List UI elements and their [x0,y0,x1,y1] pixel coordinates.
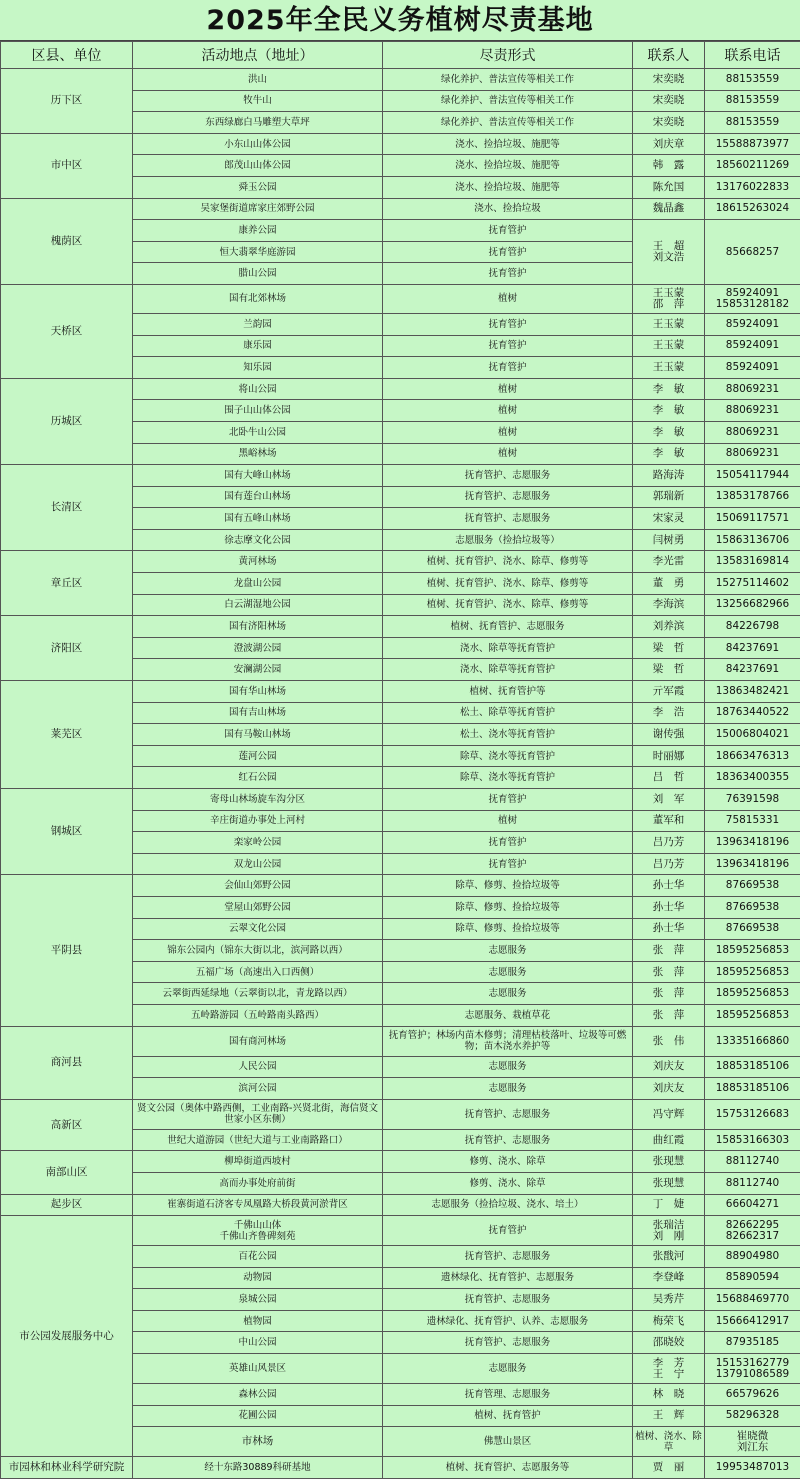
place-cell: 康养公园 [133,220,383,242]
form-cell: 植树 [383,421,633,443]
place-cell: 吴家堡街道席家庄郊野公园 [133,198,383,220]
phone-cell: 18363400355 [705,767,800,789]
form-cell: 修剪、浇水、除草 [383,1172,633,1194]
phone-cell: 15666412917 [705,1310,800,1332]
place-cell: 英雄山风景区 [133,1354,383,1384]
place-cell: 北卧牛山公园 [133,421,383,443]
place-cell: 国有大峰山林场 [133,465,383,487]
form-cell: 抚育管护 [383,1216,633,1246]
form-cell: 抚育管护、志愿服务 [383,1129,633,1151]
contact-cell: 吕乃芳 [633,832,705,854]
contact-cell: 邵晓姣 [633,1332,705,1354]
form-cell: 除草、修剪、捡拾垃圾等 [383,875,633,897]
contact-cell: 王玉蒙 [633,313,705,335]
phone-cell: 76391598 [705,789,800,811]
contact-cell: 谢传强 [633,724,705,746]
table-row [1,875,800,897]
contact-cell: 张 伟 [633,1026,705,1056]
form-cell: 抚育管护 [383,789,633,811]
form-cell: 植树 [383,810,633,832]
form-cell: 志愿服务 [383,1354,633,1384]
district-cell: 高新区 [1,1099,133,1151]
table-row [1,1457,800,1479]
phone-cell: 66604271 [705,1194,800,1216]
phone-cell: 15069117571 [705,508,800,530]
contact-cell: 冯守辉 [633,1099,705,1129]
form-cell: 植树、抚育管护、浇水、除草、修剪等 [383,551,633,573]
form-cell: 松土、浇水等抚育管护 [383,724,633,746]
place-cell: 辛庄街道办事处上河村 [133,810,383,832]
contact-cell: 宋奕晓 [633,112,705,134]
place-cell: 国有吉山林场 [133,702,383,724]
form-cell: 植树、抚育管护、浇水、除草、修剪等 [383,594,633,616]
phone-cell: 18595256853 [705,940,800,962]
table-row [1,551,800,573]
form-cell: 植树 [383,400,633,422]
place-cell: 堂屋山郊野公园 [133,896,383,918]
contact-cell: 魏晶鑫 [633,198,705,220]
place-cell: 栾家岭公园 [133,832,383,854]
district-cell: 章丘区 [1,551,133,616]
place-cell: 国有济阳林场 [133,616,383,638]
header-place: 活动地点（地址） [133,42,383,69]
form-cell: 植树 [383,284,633,313]
place-cell: 安澜湖公园 [133,659,383,681]
phone-cell: 88069231 [705,400,800,422]
place-cell: 徐志摩文化公园 [133,529,383,551]
district-cell: 市公园发展服务中心 [1,1216,133,1457]
form-cell: 植树、抚育管护、志愿服务 [383,616,633,638]
district-cell: 历城区 [1,378,133,464]
district-cell: 长清区 [1,465,133,551]
place-cell: 森林公园 [133,1384,383,1406]
phone-cell: 85924091 15853128182 [705,284,800,313]
phone-cell: 88112740 [705,1151,800,1173]
phone-cell: 15753126683 [705,1099,800,1129]
district-cell: 商河县 [1,1026,133,1099]
contact-cell: 林 晓 [633,1384,705,1406]
place-cell: 黄河林场 [133,551,383,573]
form-cell: 抚育管护 [383,853,633,875]
place-cell: 滨河公园 [133,1078,383,1100]
form-cell: 抚育管护、志愿服务 [383,1332,633,1354]
table-row [1,465,800,487]
form-cell: 志愿服务 [383,940,633,962]
contact-cell: 郭瑞新 [633,486,705,508]
table-row [1,284,800,313]
phone-cell: 84226798 [705,616,800,638]
contact-cell: 韩 露 [633,155,705,177]
place-cell: 白云湖湿地公园 [133,594,383,616]
form-cell: 抚育管护、志愿服务 [383,465,633,487]
place-cell: 黑峪林场 [133,443,383,465]
phone-cell: 85924091 [705,313,800,335]
contact-cell: 王 辉 [633,1405,705,1427]
contact-cell: 孙士华 [633,918,705,940]
place-cell: 五岭路游园（五岭路南头路西） [133,1004,383,1026]
contact-cell: 董军和 [633,810,705,832]
district-cell: 南部山区 [1,1151,133,1194]
form-cell: 植树、抚育管护、浇水、除草、修剪等 [383,573,633,595]
form-cell: 浇水、捡拾垃圾、施肥等 [383,176,633,198]
contact-cell: 李登峰 [633,1267,705,1289]
form-cell: 抚育管护 [383,313,633,335]
form-cell: 抚育管护 [383,220,633,242]
phone-cell: 87669538 [705,875,800,897]
contact-cell: 张 萍 [633,961,705,983]
contact-cell: 李 敏 [633,421,705,443]
form-cell: 志愿服务（捡拾垃圾等） [383,529,633,551]
header-phone: 联系电话 [705,42,800,69]
district-cell: 市中区 [1,133,133,198]
phone-cell: 85924091 [705,335,800,357]
contact-cell: 李海滨 [633,594,705,616]
phone-cell: 13256682966 [705,594,800,616]
form-cell: 绿化养护、普法宣传等相关工作 [383,90,633,112]
form-cell: 抚育管护、志愿服务 [383,1246,633,1268]
place-cell: 云翠街西延绿地（云翠街以北，青龙路以西） [133,983,383,1005]
contact-cell: 张 萍 [633,983,705,1005]
place-cell: 国有五峰山林场 [133,508,383,530]
phone-cell: 88153559 [705,112,800,134]
phone-cell: 87669538 [705,896,800,918]
phone-cell: 15275114602 [705,573,800,595]
place-cell: 动物园 [133,1267,383,1289]
district-cell: 起步区 [1,1194,133,1216]
contact-cell: 吕 哲 [633,767,705,789]
phone-cell: 18615263024 [705,198,800,220]
form-cell: 抚育管护 [383,335,633,357]
phone-cell: 18853185106 [705,1078,800,1100]
place-cell: 龙盘山公园 [133,573,383,595]
place-cell: 会仙山郊野公园 [133,875,383,897]
contact-cell: 吕乃芳 [633,853,705,875]
contact-cell: 梁 哲 [633,659,705,681]
form-cell: 抚育管护 [383,241,633,263]
contact-cell: 宋奕晓 [633,90,705,112]
place-cell: 郎茂山山体公园 [133,155,383,177]
place-cell: 红石公园 [133,767,383,789]
form-cell: 抚育管护、志愿服务 [383,486,633,508]
phone-cell: 15153162779 13791086589 [705,1354,800,1384]
phone-cell: 58296328 [705,1405,800,1427]
phone-cell: 15054117944 [705,465,800,487]
district-cell: 市园林和林业科学研究院 [1,1457,133,1479]
place-cell: 双龙山公园 [133,853,383,875]
header-person: 联系人 [633,42,705,69]
district-cell: 济阳区 [1,616,133,681]
contact-cell: 梅荣飞 [633,1310,705,1332]
place-cell: 小东山山体公园 [133,133,383,155]
form-cell: 修剪、浇水、除草 [383,1151,633,1173]
contact-cell: 亓军霞 [633,681,705,703]
planting-base-table [0,41,800,1479]
phone-cell: 88069231 [705,378,800,400]
contact-cell: 李 浩 [633,702,705,724]
table-row [1,378,800,400]
place-cell: 国有商河林场 [133,1026,383,1056]
place-cell: 国有马鞍山林场 [133,724,383,746]
phone-cell: 88112740 [705,1172,800,1194]
contact-cell: 陈允国 [633,176,705,198]
form-cell: 志愿服务 [383,983,633,1005]
form-cell: 浇水、除草等抚育管护 [383,659,633,681]
form-cell: 植树 [383,378,633,400]
phone-cell: 88904980 [705,1246,800,1268]
phone-cell: 18595256853 [705,983,800,1005]
phone-cell: 13853178766 [705,486,800,508]
contact-cell: 时丽娜 [633,745,705,767]
place-cell: 锦东公园内（锦东大街以北，滨河路以西） [133,940,383,962]
place-cell: 舜玉公园 [133,176,383,198]
place-cell: 世纪大道游园（世纪大道与工业南路路口） [133,1129,383,1151]
form-cell: 抚育管护 [383,263,633,285]
form-cell: 抚育管护 [383,832,633,854]
contact-cell: 李 敏 [633,400,705,422]
place-cell: 腊山公园 [133,263,383,285]
phone-cell: 13176022833 [705,176,800,198]
phone-cell: 13335166860 [705,1026,800,1056]
form-cell: 绿化养护、普法宣传等相关工作 [383,112,633,134]
phone-cell: 84237691 [705,637,800,659]
form-cell: 抚育管护 [383,357,633,379]
form-cell: 植树 [383,443,633,465]
phone-cell: 85924091 [705,357,800,379]
contact-cell: 丁 婕 [633,1194,705,1216]
contact-cell: 刘庆章 [633,133,705,155]
district-cell: 历下区 [1,69,133,134]
place-cell: 莲河公园 [133,745,383,767]
form-cell: 抚育管理、志愿服务 [383,1384,633,1406]
form-cell: 抚育管护、志愿服务 [383,1099,633,1129]
form-cell: 植树、抚育管护 [383,1405,633,1427]
phone-cell: 13863482421 [705,681,800,703]
place-cell: 柳埠街道西坡村 [133,1151,383,1173]
contact-cell: 刘庆友 [633,1056,705,1078]
contact-cell: 刘 军 [633,789,705,811]
phone-cell: 18595256853 [705,1004,800,1026]
table-body [1,69,800,1479]
table-row [1,1151,800,1173]
form-cell: 浇水、除草等抚育管护 [383,637,633,659]
table-row [1,133,800,155]
contact-cell: 吴秀芹 [633,1289,705,1311]
phone-cell: 88069231 [705,443,800,465]
form-cell: 抚育管护、志愿服务 [383,508,633,530]
form-cell: 浇水、捡拾垃圾、施肥等 [383,133,633,155]
table-row [1,1194,800,1216]
contact-cell: 张现慧 [633,1172,705,1194]
place-cell: 知乐园 [133,357,383,379]
contact-cell: 董 勇 [633,573,705,595]
contact-cell: 张 萍 [633,940,705,962]
form-cell: 除草、浇水等抚育管护 [383,767,633,789]
phone-cell: 19953487013 [705,1457,800,1479]
table-row [1,1216,800,1246]
contact-cell: 李光雷 [633,551,705,573]
form-cell: 抚育管护；林场内苗木修剪；清理枯枝落叶、垃圾等可燃物；苗木浇水养护等 [383,1026,633,1056]
district-cell: 平阴县 [1,875,133,1026]
phone-cell: 18853185106 [705,1056,800,1078]
form-cell: 绿化养护、普法宣传等相关工作 [383,69,633,91]
table-row [1,1099,800,1129]
contact-cell: 李 敏 [633,378,705,400]
place-cell: 植物园 [133,1310,383,1332]
place-cell: 国有华山林场 [133,681,383,703]
table-row [1,681,800,703]
form-cell: 浇水、捡拾垃圾 [383,198,633,220]
place-cell: 兰韵园 [133,313,383,335]
form-cell: 志愿服务 [383,961,633,983]
table-row [1,616,800,638]
phone-cell: 15688469770 [705,1289,800,1311]
sheet-title: 2025年全民义务植树尽责基地 [0,0,800,41]
contact-cell: 张戬河 [633,1246,705,1268]
phone-cell: 18663476313 [705,745,800,767]
district-cell: 槐荫区 [1,198,133,284]
table-row [1,789,800,811]
contact-cell: 张瑞洁 刘 刚 [633,1216,705,1246]
table-row [1,1026,800,1056]
place-cell: 国有莲台山林场 [133,486,383,508]
form-cell: 志愿服务（捡拾垃圾、浇水、培土） [383,1194,633,1216]
place-cell: 花圃公园 [133,1405,383,1427]
contact-cell: 李 芳 王 宁 [633,1354,705,1384]
contact-cell: 闫树勇 [633,529,705,551]
phone-cell: 15006804021 [705,724,800,746]
header-district: 区县、单位 [1,42,133,69]
phone-cell: 15853166303 [705,1129,800,1151]
place-cell: 佛慧山景区 [383,1427,633,1457]
form-cell: 除草、浇水等抚育管护 [383,745,633,767]
place-cell: 牧牛山 [133,90,383,112]
contact-cell: 孙士华 [633,896,705,918]
form-cell: 遗林绿化、抚育管护、志愿服务 [383,1267,633,1289]
phone-cell: 15863136706 [705,529,800,551]
place-cell: 恒大翡翠华庭游园 [133,241,383,263]
table-row [1,198,800,220]
place-cell: 围子山山体公园 [133,400,383,422]
district-cell: 市林场 [133,1427,383,1457]
district-cell: 天桥区 [1,284,133,378]
phone-cell: 18560211269 [705,155,800,177]
place-cell: 康乐园 [133,335,383,357]
phone-cell: 66579626 [705,1384,800,1406]
form-cell: 植树、抚育管护、志愿服务等 [383,1457,633,1479]
place-cell: 将山公园 [133,378,383,400]
phone-cell: 82662295 82662317 [705,1216,800,1246]
form-cell: 浇水、捡拾垃圾、施肥等 [383,155,633,177]
contact-cell: 崔晓微 刘江东 [705,1427,800,1457]
place-cell: 东西绿廊白马雕塑大草坪 [133,112,383,134]
contact-cell: 宋家灵 [633,508,705,530]
place-cell: 五福广场（高速出入口西侧） [133,961,383,983]
phone-cell: 15588873977 [705,133,800,155]
contact-cell: 宋奕晓 [633,69,705,91]
form-cell: 植树、抚育管护等 [383,681,633,703]
place-cell: 寄母山林场旋车沟分区 [133,789,383,811]
form-cell: 遗林绿化、抚育管护、认养、志愿服务 [383,1310,633,1332]
table-row [1,69,800,91]
place-cell: 云翠文化公园 [133,918,383,940]
contact-cell: 贾 丽 [633,1457,705,1479]
place-cell: 国有北郊林场 [133,284,383,313]
phone-cell: 85890594 [705,1267,800,1289]
contact-cell: 孙士华 [633,875,705,897]
place-cell: 经十东路30889科研基地 [133,1457,383,1479]
place-cell: 澄波湖公园 [133,637,383,659]
phone-cell: 13583169814 [705,551,800,573]
contact-cell: 刘庆友 [633,1078,705,1100]
form-cell: 植树、浇水、除草 [633,1427,705,1457]
contact-cell: 刘养滨 [633,616,705,638]
form-cell: 志愿服务 [383,1078,633,1100]
contact-cell: 王玉蒙 [633,357,705,379]
phone-cell: 13963418196 [705,853,800,875]
contact-cell: 张现慧 [633,1151,705,1173]
form-cell: 松土、除草等抚育管护 [383,702,633,724]
form-cell: 志愿服务 [383,1056,633,1078]
header-form: 尽责形式 [383,42,633,69]
district-cell: 莱芜区 [1,681,133,789]
form-cell: 志愿服务、栽植草花 [383,1004,633,1026]
contact-cell: 王 超 刘文浩 [633,220,705,285]
phone-cell: 18763440522 [705,702,800,724]
district-cell: 钢城区 [1,789,133,875]
contact-cell: 梁 哲 [633,637,705,659]
place-cell: 百花公园 [133,1246,383,1268]
place-cell: 千佛山山体 千佛山齐鲁碑刻苑 [133,1216,383,1246]
phone-cell: 88069231 [705,421,800,443]
place-cell: 高而办事处府前街 [133,1172,383,1194]
place-cell: 人民公园 [133,1056,383,1078]
form-cell: 除草、修剪、捡拾垃圾等 [383,896,633,918]
phone-cell: 88153559 [705,69,800,91]
phone-cell: 84237691 [705,659,800,681]
form-cell: 除草、修剪、捡拾垃圾等 [383,918,633,940]
form-cell: 抚育管护、志愿服务 [383,1289,633,1311]
header-row [1,42,800,69]
place-cell: 崔寨街道石济客专凤凰路大桥段黄河淤背区 [133,1194,383,1216]
place-cell: 泉城公园 [133,1289,383,1311]
phone-cell: 18595256853 [705,961,800,983]
contact-cell: 曲红霞 [633,1129,705,1151]
phone-cell: 75815331 [705,810,800,832]
contact-cell: 李 敏 [633,443,705,465]
phone-cell: 87669538 [705,918,800,940]
place-cell: 洪山 [133,69,383,91]
contact-cell: 路海涛 [633,465,705,487]
contact-cell: 张 萍 [633,1004,705,1026]
phone-cell: 85668257 [705,220,800,285]
contact-cell: 王玉蒙 邵 萍 [633,284,705,313]
contact-cell: 王玉蒙 [633,335,705,357]
place-cell: 中山公园 [133,1332,383,1354]
place-cell: 贤文公园（奥体中路西侧，工业南路-兴贤北街，海信贤文世家小区东侧） [133,1099,383,1129]
phone-cell: 87935185 [705,1332,800,1354]
phone-cell: 13963418196 [705,832,800,854]
phone-cell: 88153559 [705,90,800,112]
